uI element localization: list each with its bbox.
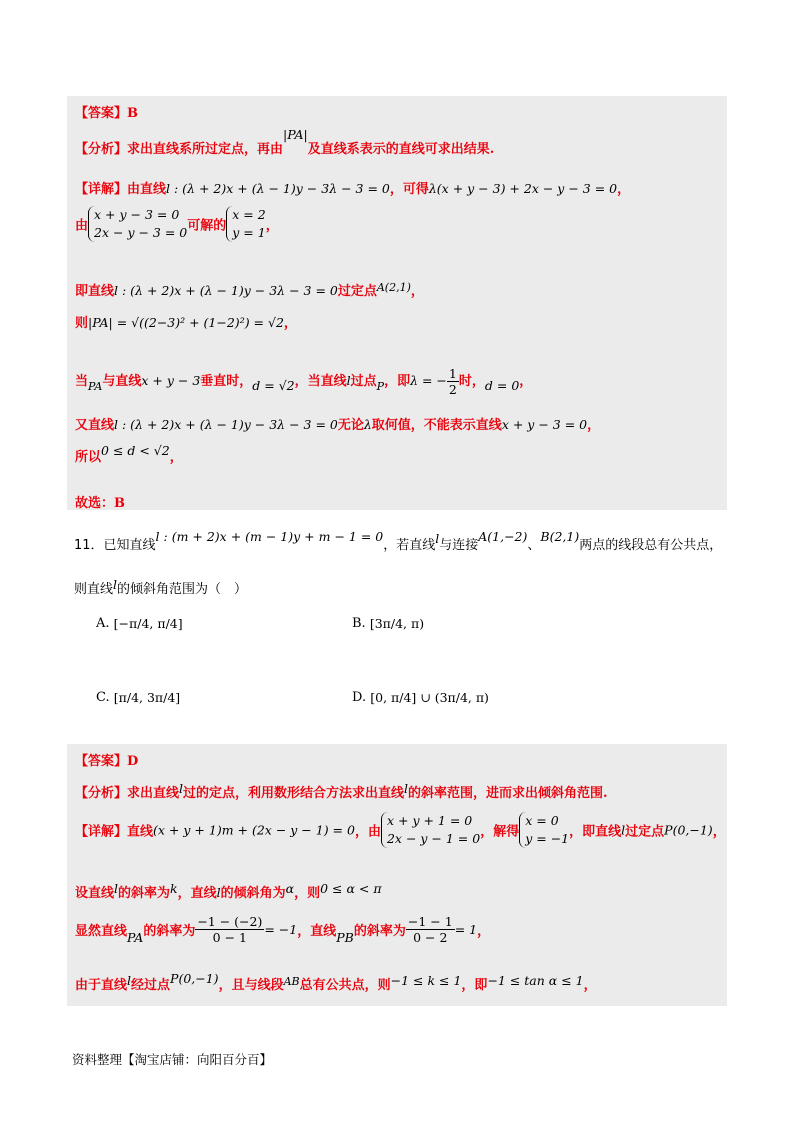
question-11-prompt: 则直线l的倾斜角范围为（ ） bbox=[74, 577, 248, 597]
answer-block-11 bbox=[67, 744, 727, 1006]
perpendicular-line: 当$_{PA}$与直线x + y − 3垂直时，d = √2，当直线l过点$_P$，即λ = − $\frac{1}{2}$ 时，d = 0， bbox=[75, 366, 533, 397]
regardless-line: 又直线l : (λ + 2)x + (λ − 1)y − 3λ − 3 = 0无论λ取何值，不能表示直线x + y − 3 = 0， bbox=[75, 417, 601, 433]
option-b[interactable]: B. [3π/4, π) bbox=[352, 616, 425, 631]
analysis-line: 【分析】求出直线系所过定点，再由|PA|及直线系表示的直线可求出结果. bbox=[75, 127, 495, 157]
fixed-point-line: 即直线l : (λ + 2)x + (λ − 1)y − 3λ − 3 = 0过定点$^{A(2,1)}$， bbox=[75, 281, 424, 299]
solution-system: x = 2 y = 1 bbox=[226, 206, 265, 242]
option-a[interactable]: A. [−π/4, π/4] bbox=[96, 616, 183, 631]
conclusion-line: 由于直线l经过点P(0,−1)，且与线段$^{AB}$总有公共点，则−1 ≤ k ≤ 1，即−1 ≤ tan α ≤ 1， bbox=[75, 971, 597, 993]
system-line: 由 x + y − 3 = 0 2x − y − 3 = 0 可解的 x = 2 y = 1 ， bbox=[75, 207, 279, 240]
detail-line: 【详解】由直线l : (λ + 2)x + (λ − 1)y − 3λ − 3 = 0，可得λ(x + y − 3) + 2x − y − 3 = 0， bbox=[75, 181, 631, 197]
option-d[interactable]: D. [0, π/4] ∪ (3π/4, π) bbox=[352, 690, 489, 705]
question-11-stem: 11．已知直线l : (m + 2)x + (m − 1)y + m − 1 = 0，若直线l与连接A(1,−2)、B(2,1)两点的线段总有公共点， bbox=[74, 529, 723, 553]
slope-setup-line: 设直线l的斜率为k，直线l的倾斜角为α，则0 ≤ α < π bbox=[75, 881, 382, 901]
option-c[interactable]: C. [π/4, 3π/4] bbox=[96, 690, 181, 705]
fraction-pb: $\frac{-1 - 1}{0 - 2}$ bbox=[407, 914, 453, 945]
solution-system: x = 0 y = −1 bbox=[519, 812, 569, 848]
slope-values-line: 显然直线PA的斜率为 $\frac{-1 - (-2)}{0 - 1}$ = −1，直线PB的斜率为 $\frac{-1 - 1}{0 - 2}$ = 1， bbox=[75, 914, 491, 945]
answer-label: 【答案】B bbox=[75, 106, 138, 121]
choice-line: 故选：B bbox=[75, 496, 125, 511]
distance-line: 则|PA| = √((2−3)² + (1−2)²) = √2， bbox=[75, 315, 297, 331]
equation-system: x + y + 1 = 0 2x − y − 1 = 0 bbox=[381, 812, 480, 848]
detail-line: 【详解】直线(x + y + 1)m + (2x − y − 1) = 0，由 x + y + 1 = 0 2x − y − 1 = 0 ，解得 x = 0 y = −1 ，即直线l过定点P(0,−1)， bbox=[75, 813, 726, 846]
equation-system: x + y − 3 = 0 2x − y − 3 = 0 bbox=[88, 206, 187, 242]
fraction: $\frac{1}{2}$ bbox=[448, 366, 457, 397]
answer-label: 【答案】D bbox=[75, 754, 139, 769]
analysis-line: 【分析】求出直线l过的定点，利用数形结合方法求出直线l的斜率范围，进而求出倾斜角范围. bbox=[75, 781, 608, 801]
page-footer: 资料整理【淘宝店铺：向阳百分百】 bbox=[72, 1052, 273, 1067]
fraction-pa: $\frac{-1 - (-2)}{0 - 1}$ bbox=[197, 914, 263, 945]
range-line: 所以0 ≤ d < √2， bbox=[75, 443, 183, 465]
answer-block-10 bbox=[67, 96, 727, 510]
